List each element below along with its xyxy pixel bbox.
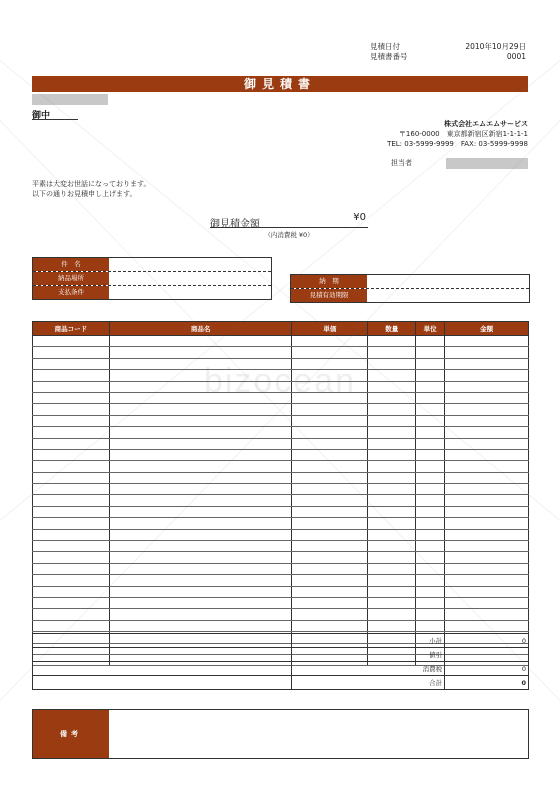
greeting <box>32 179 150 199</box>
code-cell[interactable] <box>33 404 110 415</box>
unit-cell[interactable] <box>416 336 445 347</box>
qty-cell[interactable] <box>368 347 416 358</box>
qty-cell[interactable] <box>368 438 416 449</box>
date-value: 2010年10月29日 <box>465 42 526 51</box>
price-cell[interactable] <box>292 597 368 608</box>
qty-cell[interactable] <box>368 495 416 506</box>
table-row <box>33 415 529 426</box>
name-cell[interactable] <box>109 586 292 597</box>
unit-cell[interactable] <box>416 461 445 472</box>
name-cell[interactable] <box>109 575 292 586</box>
amount-cell[interactable] <box>445 518 529 529</box>
info-row-payment-terms <box>33 286 271 299</box>
amount-cell[interactable] <box>445 392 529 403</box>
qty-cell[interactable] <box>368 597 416 608</box>
name-cell[interactable] <box>109 472 292 483</box>
name-cell[interactable] <box>109 620 292 631</box>
qty-cell[interactable] <box>368 484 416 495</box>
qty-cell[interactable] <box>368 449 416 460</box>
name-cell[interactable] <box>109 438 292 449</box>
amount-cell[interactable] <box>445 506 529 517</box>
amount-cell[interactable] <box>445 404 529 415</box>
info-row-valid-until <box>291 289 529 302</box>
recipient-suffix: 御中 <box>32 111 51 121</box>
unit-cell[interactable] <box>416 472 445 483</box>
meta-values <box>440 42 526 62</box>
unit-cell[interactable] <box>416 358 445 369</box>
price-cell[interactable] <box>292 438 368 449</box>
qty-cell[interactable] <box>368 461 416 472</box>
total-block <box>210 212 368 239</box>
code-cell[interactable] <box>33 586 110 597</box>
info-row-delivery-date <box>291 275 529 289</box>
unit-cell[interactable] <box>416 552 445 563</box>
number-label: 見積書番号 <box>370 52 408 61</box>
summary-blank <box>33 634 292 648</box>
amount-cell[interactable] <box>445 552 529 563</box>
table-row <box>33 597 529 608</box>
price-cell[interactable] <box>292 449 368 460</box>
name-cell[interactable] <box>109 541 292 552</box>
name-cell[interactable] <box>109 506 292 517</box>
qty-cell[interactable] <box>368 586 416 597</box>
table-row <box>33 575 529 586</box>
name-cell[interactable] <box>109 609 292 620</box>
code-cell[interactable] <box>33 518 110 529</box>
unit-cell[interactable] <box>416 541 445 552</box>
name-cell[interactable] <box>109 563 292 574</box>
amount-cell[interactable] <box>445 563 529 574</box>
code-cell[interactable] <box>33 506 110 517</box>
qty-cell[interactable] <box>368 404 416 415</box>
code-cell[interactable] <box>33 415 110 426</box>
total-value: ¥0 <box>353 212 366 223</box>
table-row <box>33 563 529 574</box>
person-name-field[interactable] <box>446 158 528 169</box>
code-cell[interactable] <box>33 449 110 460</box>
name-cell[interactable] <box>109 404 292 415</box>
summary-row-subtotal <box>33 634 529 648</box>
amount-cell[interactable] <box>445 495 529 506</box>
code-cell[interactable] <box>33 370 110 381</box>
qty-cell[interactable] <box>368 427 416 438</box>
unit-cell[interactable] <box>416 381 445 392</box>
unit-cell[interactable] <box>416 586 445 597</box>
qty-cell[interactable] <box>368 620 416 631</box>
amount-cell[interactable] <box>445 438 529 449</box>
amount-cell[interactable] <box>445 575 529 586</box>
price-cell[interactable] <box>292 541 368 552</box>
price-cell[interactable] <box>292 472 368 483</box>
summary-row-tax <box>33 662 529 676</box>
code-cell[interactable] <box>33 609 110 620</box>
unit-cell[interactable] <box>416 347 445 358</box>
unit-cell[interactable] <box>416 506 445 517</box>
name-cell[interactable] <box>109 449 292 460</box>
amount-cell[interactable] <box>445 461 529 472</box>
name-cell[interactable] <box>109 518 292 529</box>
person-label: 担当者 <box>391 159 412 167</box>
amount-cell[interactable] <box>445 347 529 358</box>
table-row <box>33 506 529 517</box>
price-cell[interactable] <box>292 518 368 529</box>
remarks-field[interactable] <box>109 710 528 758</box>
watermark: bizocean <box>203 362 357 400</box>
company-contact: TEL: 03-5999-9999 FAX: 03-5999-9998 <box>387 140 528 148</box>
unit-cell[interactable] <box>416 392 445 403</box>
company-address: 〒160-0000 東京都新宿区新宿1-1-1-1 <box>398 130 528 138</box>
unit-cell[interactable] <box>416 597 445 608</box>
qty-cell[interactable] <box>368 575 416 586</box>
code-cell[interactable] <box>33 563 110 574</box>
date-label: 見積日付 <box>370 42 400 51</box>
table-row <box>33 529 529 540</box>
code-cell[interactable] <box>33 575 110 586</box>
code-cell[interactable] <box>33 358 110 369</box>
document-title: 御見積書 <box>32 76 528 92</box>
price-cell[interactable] <box>292 529 368 540</box>
company-name: 株式会社エムエムサービス <box>444 120 528 128</box>
table-row <box>33 495 529 506</box>
tax-label: 消費税 <box>292 662 445 676</box>
info-table-right <box>290 274 530 303</box>
qty-cell[interactable] <box>368 392 416 403</box>
meta-labels <box>370 42 408 62</box>
qty-cell[interactable] <box>368 370 416 381</box>
unit-cell[interactable] <box>416 529 445 540</box>
summary-table <box>32 633 529 690</box>
code-cell[interactable] <box>33 427 110 438</box>
subject-label: 件 名 <box>33 258 109 271</box>
name-cell[interactable] <box>109 347 292 358</box>
name-cell[interactable] <box>109 461 292 472</box>
amount-cell[interactable] <box>445 415 529 426</box>
amount-cell[interactable] <box>445 541 529 552</box>
qty-cell[interactable] <box>368 563 416 574</box>
header-unit: 単位 <box>416 322 445 336</box>
code-cell[interactable] <box>33 552 110 563</box>
discount-label: 値引 <box>292 648 445 662</box>
delivery-place-label: 納品場所 <box>33 272 109 285</box>
valid-until-label: 見積有効期限 <box>291 289 367 302</box>
unit-cell[interactable] <box>416 370 445 381</box>
name-cell[interactable] <box>109 597 292 608</box>
unit-cell[interactable] <box>416 620 445 631</box>
delivery-date-field[interactable] <box>367 275 529 288</box>
code-cell[interactable] <box>33 495 110 506</box>
header-quantity: 数量 <box>368 322 416 336</box>
price-cell[interactable] <box>292 586 368 597</box>
price-cell[interactable] <box>292 552 368 563</box>
price-cell[interactable] <box>292 495 368 506</box>
qty-cell[interactable] <box>368 609 416 620</box>
unit-cell[interactable] <box>416 518 445 529</box>
table-row <box>33 552 529 563</box>
code-cell[interactable] <box>33 336 110 347</box>
amount-cell[interactable] <box>445 472 529 483</box>
qty-cell[interactable] <box>368 529 416 540</box>
name-cell[interactable] <box>109 529 292 540</box>
price-cell[interactable] <box>292 415 368 426</box>
tax-value: 0 <box>445 662 529 676</box>
summary-row-total <box>33 676 529 690</box>
grand-total-value: 0 <box>445 676 529 690</box>
unit-cell[interactable] <box>416 449 445 460</box>
payment-terms-label: 支払条件 <box>33 286 109 299</box>
code-cell[interactable] <box>33 347 110 358</box>
qty-cell[interactable] <box>368 552 416 563</box>
price-cell[interactable] <box>292 620 368 631</box>
unit-cell[interactable] <box>416 438 445 449</box>
header-product-code: 商品コード <box>33 322 110 336</box>
info-row-subject <box>33 258 271 272</box>
price-cell[interactable] <box>292 404 368 415</box>
qty-cell[interactable] <box>368 472 416 483</box>
grand-total-label: 合計 <box>292 676 445 690</box>
payment-terms-field[interactable] <box>109 286 271 299</box>
remarks-label: 備考 <box>33 710 109 758</box>
number-value: 0001 <box>506 52 526 61</box>
price-cell[interactable] <box>292 575 368 586</box>
unit-cell[interactable] <box>416 495 445 506</box>
amount-cell[interactable] <box>445 529 529 540</box>
table-row <box>33 609 529 620</box>
amount-cell[interactable] <box>445 609 529 620</box>
summary-blank <box>33 648 292 662</box>
table-row <box>33 484 529 495</box>
code-cell[interactable] <box>33 529 110 540</box>
summary-blank <box>33 676 292 690</box>
code-cell[interactable] <box>33 392 110 403</box>
price-cell[interactable] <box>292 336 368 347</box>
unit-cell[interactable] <box>416 484 445 495</box>
greeting-line-2: 以下の通りお見積申し上げます。 <box>32 190 137 198</box>
summary-blank <box>33 662 292 676</box>
amount-cell[interactable] <box>445 370 529 381</box>
items-header-row <box>33 322 529 336</box>
table-row <box>33 541 529 552</box>
delivery-place-field[interactable] <box>109 272 271 285</box>
delivery-date-label: 納 期 <box>291 275 367 288</box>
name-cell[interactable] <box>109 427 292 438</box>
table-row <box>33 347 529 358</box>
code-cell[interactable] <box>33 381 110 392</box>
remarks-box <box>32 709 529 759</box>
amount-cell[interactable] <box>445 358 529 369</box>
price-cell[interactable] <box>292 506 368 517</box>
code-cell[interactable] <box>33 541 110 552</box>
table-row <box>33 336 529 347</box>
table-row <box>33 438 529 449</box>
tax-note: （内消費税 ¥0） <box>264 231 314 239</box>
amount-cell[interactable] <box>445 381 529 392</box>
table-row <box>33 472 529 483</box>
subtotal-value: 0 <box>445 634 529 648</box>
code-cell[interactable] <box>33 484 110 495</box>
price-cell[interactable] <box>292 609 368 620</box>
header-unit-price: 単価 <box>292 322 368 336</box>
header-amount: 金額 <box>445 322 529 336</box>
table-row <box>33 461 529 472</box>
header-product-name: 商品名 <box>109 322 292 336</box>
greeting-line-1: 平素は大変お世話になっております。 <box>32 180 151 188</box>
amount-cell[interactable] <box>445 336 529 347</box>
total-label: 御見積金額 <box>210 219 260 230</box>
unit-cell[interactable] <box>416 609 445 620</box>
name-cell[interactable] <box>109 336 292 347</box>
qty-cell[interactable] <box>368 415 416 426</box>
summary-row-discount <box>33 648 529 662</box>
price-cell[interactable] <box>292 563 368 574</box>
table-row <box>33 449 529 460</box>
amount-cell[interactable] <box>445 597 529 608</box>
qty-cell[interactable] <box>368 336 416 347</box>
code-cell[interactable] <box>33 472 110 483</box>
table-row <box>33 518 529 529</box>
table-row <box>33 620 529 631</box>
subtotal-label: 小計 <box>292 634 445 648</box>
company-block <box>300 119 528 149</box>
unit-cell[interactable] <box>416 427 445 438</box>
name-cell[interactable] <box>109 495 292 506</box>
